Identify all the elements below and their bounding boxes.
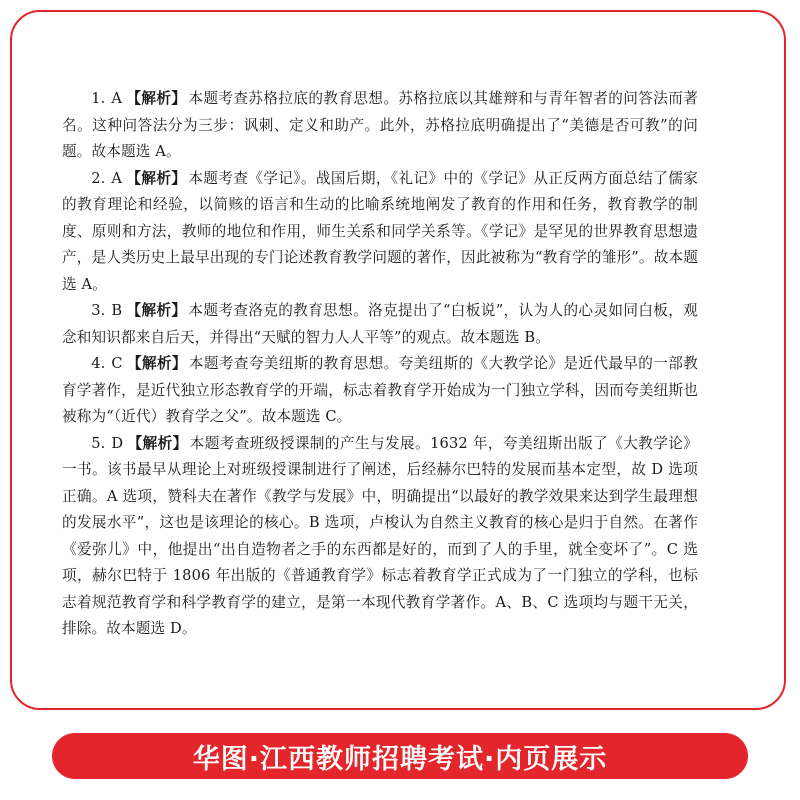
answer-letter: B (111, 302, 123, 319)
answer-item-5 (62, 431, 698, 643)
answer-text: 本题考查洛克的教育思想。洛克提出了“白板说”，认为人的心灵如同白板，观念和知识都来自后天，并得出“天赋的智力人人平等”的观点。故本题选 B。 (62, 302, 698, 346)
analysis-tag: 【解析】 (126, 302, 187, 319)
answer-letter: C (111, 355, 123, 372)
answer-item-4 (62, 351, 698, 431)
answer-text: 本题考查《学记》。战国后期，《礼记》中的《学记》从正反两方面总结了儒家的教育理论和经验，以简赅的语言和生动的比喻系统地阐发了教育的作用和任务，教育教学的制度、原则和方法，教师的地位和作用，师生关系和同学关系等。《学记》是罕见的世界教育思想遗产，是人类历史上最早出现的专门论述教育教学问题的著作，因此被称为“教育学的雏形”。故本题选 A。 (62, 169, 698, 293)
analysis-tag: 【解析】 (126, 90, 187, 107)
analysis-tag: 【解析】 (127, 434, 188, 452)
answer-number: 3. (91, 302, 106, 319)
answer-item-3 (62, 298, 698, 351)
answer-item-1 (62, 86, 698, 166)
answer-letter: A (111, 90, 123, 107)
answer-number: 2. (91, 169, 106, 187)
analysis-tag: 【解析】 (126, 355, 187, 372)
answer-number: 5. (91, 434, 106, 452)
answer-text: 本题考查苏格拉底的教育思想。苏格拉底以其雄辩和与青年智者的问答法而著名。这种问答法分为三步：讽刺、定义和助产。此外，苏格拉底明确提出了“美德是否可教”的问题。故本题选 A。 (62, 90, 698, 160)
answer-letter: D (111, 434, 124, 452)
answer-item-2 (62, 166, 698, 299)
analysis-tag: 【解析】 (126, 169, 187, 187)
answer-letter: A (111, 169, 123, 187)
answer-number: 4. (91, 355, 106, 372)
promo-banner (52, 733, 748, 779)
answer-content (62, 86, 698, 643)
answer-number: 1. (91, 90, 106, 107)
answer-text: 本题考查班级授课制的产生与发展。1632 年，夸美纽斯出版了《大教学论》一书。该书最早从理论上对班级授课制进行了阐述，后经赫尔巴特的发展而基本定型，故 D 选项正确。A 选项，赞科夫在著作《教学与发展》中，明确提出“以最好的教学效果来达到学生最理想的发展水平”，这也是该理论的核心。B 选项，卢梭认为自然主义教育的核心是归于自然。在著作《爱弥儿》中，他提出“出自造物者之手的东西都是好的，而到了人的手里，就全变坏了”。C 选项，赫尔巴特于 1806 年出版的《普通教育学》标志着教育学正式成为了一门独立的学科，也标志着规范教育学和科学教育学的建立，是第一本现代教育学著作。A、B、C 选项均与题干无关，排除。故本题选 D。 (62, 434, 698, 637)
answer-text: 本题考查夸美纽斯的教育思想。夸美纽斯的《大教学论》是近代最早的一部教育学著作，是近代独立形态教育学的开端，标志着教育学开始成为一门独立学科，因而夸美纽斯也被称为“（近代）教育学之父”。故本题选 C。 (62, 355, 698, 425)
banner-title: 华图·江西教师招聘考试·内页展示 (192, 743, 608, 775)
